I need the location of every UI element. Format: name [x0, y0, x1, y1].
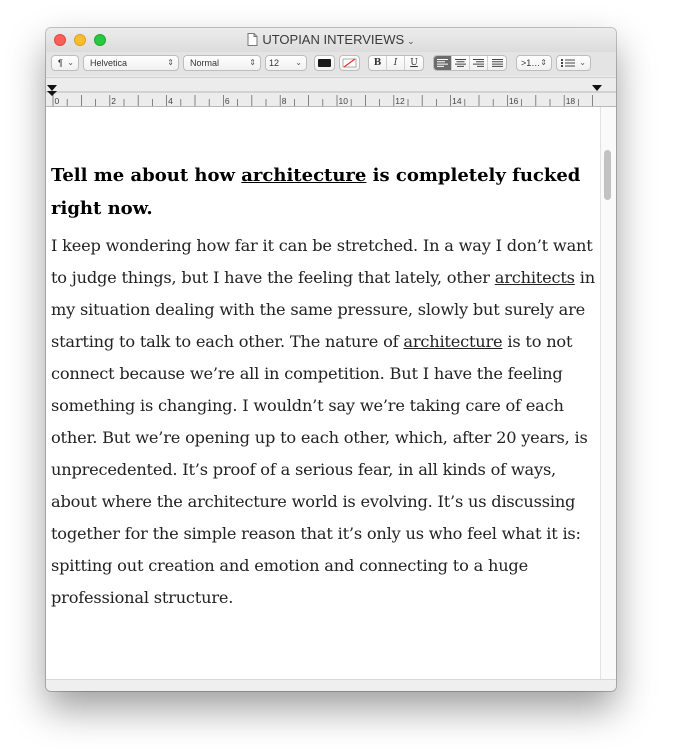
paragraph-icon: ¶ — [58, 58, 63, 68]
window-title: UTOPIAN INTERVIEWS — [262, 32, 405, 47]
underline-button[interactable] — [405, 56, 423, 70]
ruler-tick-label: 2 — [111, 96, 117, 106]
ruler-tick-label: 4 — [168, 96, 173, 106]
ruler-tick-label: 0 — [54, 96, 60, 106]
align-center-button[interactable] — [452, 56, 470, 70]
format-toolbar — [46, 52, 616, 76]
document-text[interactable] — [51, 159, 596, 614]
line-spacing-select[interactable] — [516, 55, 552, 71]
ruler-tick-label: 8 — [281, 96, 287, 106]
align-left-icon — [437, 59, 448, 67]
list-bullets-select[interactable] — [556, 55, 591, 71]
paragraph-styles-button[interactable] — [51, 55, 79, 71]
answer-link-architects[interactable]: architects — [494, 268, 575, 287]
ruler-scale — [46, 78, 616, 108]
answer-text: in my situation dealing with the same pressure, slowly but surely are starting to talk to each other. The nature of — [51, 268, 595, 351]
align-left-button[interactable] — [434, 56, 452, 70]
title-bar[interactable] — [46, 28, 616, 52]
ruler-tick-label: 10 — [338, 96, 348, 106]
font-size-value: 12 — [269, 58, 280, 68]
alignment-buttons — [433, 55, 507, 71]
align-justify-icon — [492, 59, 503, 67]
italic-label: I — [393, 58, 398, 68]
chevron-down-icon: ⌄ — [579, 58, 586, 67]
highlight-color-well[interactable] — [339, 55, 360, 71]
no-highlight-icon — [340, 56, 359, 70]
font-family-value: Helvetica — [90, 58, 128, 68]
question-text: Tell me about how — [51, 165, 242, 186]
underline-label: U — [410, 58, 418, 68]
question-text-end: is completely fucked right now. — [51, 165, 581, 219]
align-right-button[interactable] — [470, 56, 488, 70]
chevron-down-icon: ⌄ — [295, 58, 302, 67]
text-style-buttons — [368, 55, 424, 71]
ruler[interactable] — [46, 77, 616, 107]
question-heading — [51, 159, 596, 225]
ruler-tick-label: 14 — [452, 96, 462, 106]
ruler-tick-label: 16 — [508, 96, 519, 106]
line-spacing-value: >1… — [521, 58, 541, 68]
ruler-tick-label: 18 — [565, 96, 576, 106]
font-family-select[interactable] — [83, 55, 179, 71]
font-style-select[interactable] — [183, 55, 261, 71]
question-link[interactable]: architecture — [241, 165, 367, 186]
list-icon — [561, 59, 575, 67]
answer-link-architecture[interactable]: architecture — [403, 332, 503, 351]
ruler-tick-label: 6 — [224, 96, 230, 106]
font-style-value: Normal — [190, 58, 220, 68]
bold-button[interactable] — [369, 56, 387, 70]
answer-text: I keep wondering how far it can be stretched. In a way I don’t want to judge things, but I have the feeling that lately, other — [51, 236, 593, 287]
text-color-well[interactable] — [314, 55, 335, 71]
scrollbar-thumb[interactable] — [604, 150, 611, 200]
updown-icon: ⇕ — [249, 58, 256, 67]
chevron-down-icon: ⌄ — [67, 58, 74, 67]
textedit-window — [46, 28, 616, 691]
document-area[interactable] — [46, 107, 601, 679]
window-title-area[interactable] — [46, 28, 616, 52]
left-indent-marker — [47, 85, 57, 91]
document-icon — [247, 30, 258, 54]
answer-paragraph — [51, 230, 596, 614]
bold-label: B — [373, 58, 382, 68]
answer-text: is to not connect because we’re all in competition. But I have the feeling something is changing. I wouldn’t say we’re taking care of each other. But we’re opening up to each other, which, after 20 years, is unprecedented. It’s proof of a serious fear, in all kinds of ways, about where the architecture world is evolving. It’s us discussing together for the simple reason that it’s only us who feel what it is: spitting out creation and emotion and connecting to a huge professional structure. — [51, 332, 588, 607]
title-chevron-icon[interactable]: ⌄ — [407, 36, 415, 46]
ruler-tick-label: 12 — [395, 96, 405, 106]
align-center-icon — [455, 59, 466, 67]
right-indent-marker — [592, 85, 602, 91]
text-color-swatch — [318, 59, 331, 67]
updown-icon: ⇕ — [167, 58, 174, 67]
font-size-combo[interactable] — [265, 55, 307, 71]
align-justify-button[interactable] — [488, 56, 506, 70]
italic-button[interactable] — [387, 56, 405, 70]
updown-icon: ⇕ — [540, 58, 547, 67]
align-right-icon — [473, 59, 484, 67]
window-bottom-edge — [46, 679, 616, 691]
